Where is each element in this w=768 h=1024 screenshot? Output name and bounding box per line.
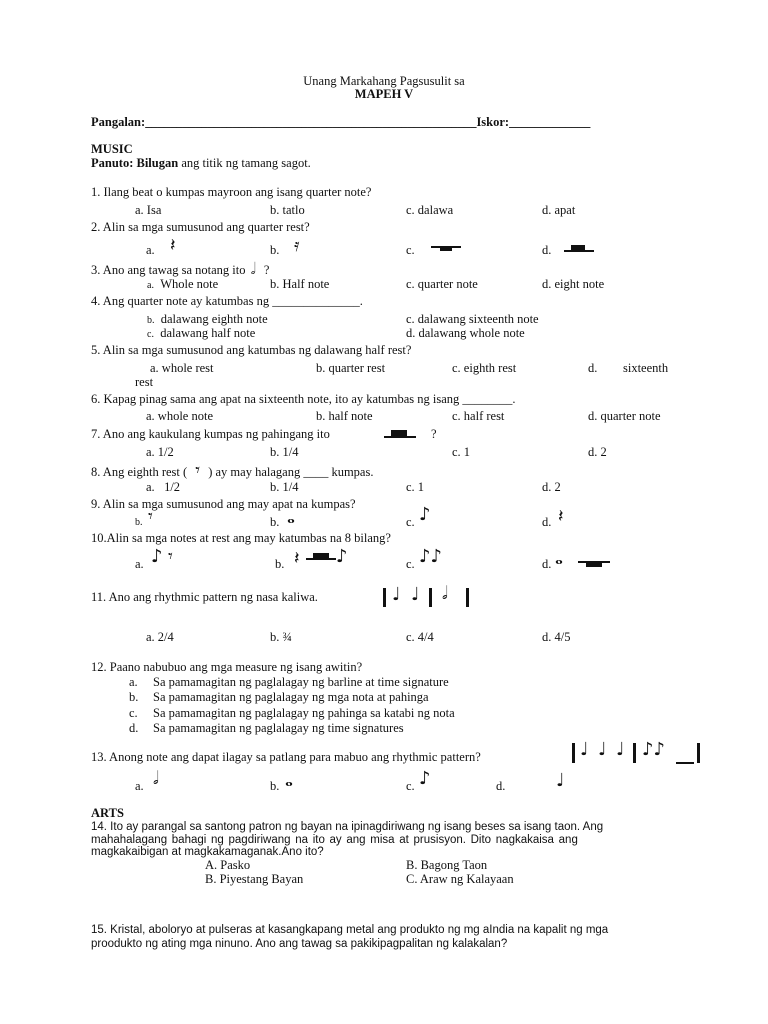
q9-option-a: b. [135,517,143,528]
quarter-note-icon: ♩ [616,739,625,760]
q8-stem [91,461,373,482]
q3-option-a-text: Whole note [160,277,219,291]
q8-option-b: b. 1/4 [270,480,299,494]
quarter-note-icon: ♩ [580,739,589,760]
q6-option-c: c. half rest [452,409,505,423]
q8-stem-post: ) ay may halagang ____ kumpas. [208,465,374,479]
q14-line2: mahahalagang bahagi ng pagdiriwang na ito ay ang misa at prusisyon. Dito nagkakaisa ang [91,834,578,846]
q3-option-d: d. eight note [542,277,605,291]
quarter-rest-icon: 𝄽 [170,235,176,256]
half-note-icon: 𝅗𝅥 [250,259,256,278]
barline [633,743,636,763]
whole-note-icon: 𝅝 [555,545,563,569]
q4-option-b-text: dalawang half note [160,326,256,340]
q12-stem: 12. Paano nabubuo ang mga measure ng isang awitin? [91,660,363,674]
q4-option-a-letter: b. [147,315,155,326]
q9-option-c: c. [406,515,415,529]
q3-stem-post: ? [263,263,270,277]
q12-option-text: Sa pamamagitan ng paglalagay ng pahinga sa katabi ng nota [153,706,455,720]
q11-stem: 11. Ano ang rhythmic pattern ng nasa kaliwa. [91,590,318,604]
q11-option-b: b. ¾ [270,630,292,644]
q6-option-a: a. whole note [146,409,213,423]
q1-option-a: a. Isa [135,203,162,217]
eighth-note-icon: ♪♪ [642,739,665,760]
q7-option-b: b. 1/4 [270,445,299,459]
q8-option-a-text: 1/2 [164,480,181,494]
music-heading: MUSIC [91,142,133,156]
q10-option-b: b. [275,557,285,571]
q12-option-letter: c. [129,706,138,720]
barline [697,743,700,763]
eighth-note-icon: ♪ [336,546,348,567]
q5-option-b: b. quarter rest [316,361,386,375]
q6-option-d: d. quarter note [588,409,661,423]
q3-stem [91,260,269,278]
quarter-note-icon: ♩ [598,739,607,760]
q8-option-d: d. 2 [542,480,561,494]
name-label: Pangalan: [91,115,146,129]
q6-option-b: b. half note [316,409,373,423]
quarter-note-icon: ♩ [392,584,401,605]
eighth-rest-icon: 𝄾 [168,546,173,567]
half-note-icon: 𝅗𝅥 [442,583,448,604]
q13-option-d: d. [496,779,506,793]
q6-stem: 6. Kapag pinag sama ang apat na sixteenth note, ito ay katumbas ng isang ________. [91,392,516,406]
q3-option-b: b. Half note [270,277,330,291]
q2-option-c: c. [406,243,415,257]
q1-stem: 1. Ilang beat o kumpas mayroon ang isang quarter note? [91,185,372,199]
quarter-note-icon: ♩ [411,584,420,605]
quarter-rest-icon: 𝄽 [294,548,300,569]
whole-note-icon: 𝅝 [287,504,295,528]
q12-option-text: Sa pamamagitan ng paglalagay ng barline at time signature [153,675,449,689]
q12-option-text: Sa pamamagitan ng paglalagay ng mga nota at pahinga [153,690,429,704]
q7-option-d: d. 2 [588,445,607,459]
q2-option-b: b. [270,243,280,257]
q3-option-a [147,277,218,292]
barline [572,743,575,763]
name-blank: _____________________________________________________ [145,115,477,129]
q8-option-c: c. 1 [406,480,425,494]
eighth-note-icon: ♪ [419,504,431,525]
q11-option-a: a. 2/4 [146,630,174,644]
q9-stem: 9. Alin sa mga sumusunod ang may apat na kumpas? [91,497,356,511]
whole-note-icon: 𝅝 [285,767,293,791]
instructions [91,156,311,170]
q1-option-d: d. apat [542,203,576,217]
q7-option-a: a. 1/2 [146,445,174,459]
answer-blank [676,762,694,764]
q3-option-a-letter: a. [147,280,154,291]
score-blank: _____________ [509,115,591,129]
eighth-rest-icon: 𝄾 [195,460,201,481]
q7-stem-pre: 7. Ano ang kaukulang kumpas ng pahingang ito [91,427,330,441]
quarter-note-icon: ♩ [556,770,565,791]
q11-option-d: d. 4/5 [542,630,571,644]
arts-heading: ARTS [91,806,124,820]
half-note-icon: 𝅗𝅥 [153,768,159,789]
q12-option-letter: a. [129,675,138,689]
q5-option-d-wrap: rest [135,375,154,389]
q4-option-b-letter: c. [147,329,154,340]
q14-option-d: C. Araw ng Kalayaan [406,872,514,886]
q14-option-b: B. Bagong Taon [406,858,488,872]
q2-stem: 2. Alin sa mga sumusunod ang quarter rest? [91,220,310,234]
eighth-note-icon: ♪ [151,546,163,567]
eighth-note-icon: ♪ [419,768,431,789]
q13-option-b: b. [270,779,280,793]
q7-stem-post: ? [431,427,437,441]
q8-option-a [146,480,180,494]
q13-option-a: a. [135,779,144,793]
q12-option-letter: d. [129,721,139,735]
barline [383,588,386,607]
exam-title: Unang Markahang Pagsusulit sa [303,74,465,88]
q3-option-c: c. quarter note [406,277,478,291]
q10-option-a: a. [135,557,144,571]
q4-option-a-text: dalawang eighth note [160,312,268,326]
instructions-text: ang titik ng tamang sagot. [178,156,311,170]
q10-option-c: c. [406,557,415,571]
q15-line1: 15. Kristal, aboloryo at pulseras at kasangkapang metal ang produkto ng mg aIndia na kapalit ng mga [91,924,609,936]
q12-option-text: Sa pamamagitan ng paglalagay ng time signatures [153,721,404,735]
q14-line3: magkakaibigan at magkakamaganak.Ano ito? [91,846,324,858]
q10-option-d: d. [542,557,552,571]
eighth-rest-icon: 𝄾 [148,506,153,527]
q4-option-b [147,326,255,341]
q14-option-c: B. Piyestang Bayan [205,872,304,886]
q2-option-a: a. [146,243,155,257]
q8-stem-pre: 8. Ang eighth rest ( [91,465,188,479]
subject-title: MAPEH V [354,87,414,101]
q1-option-b: b. tatlo [270,203,305,217]
q5-option-a: a. whole rest [150,361,214,375]
q12-option-letter: b. [129,690,139,704]
q9-option-d: d. [542,515,552,529]
q9-option-b: b. [270,515,280,529]
name-line [91,115,590,129]
q3-stem-pre: 3. Ano ang tawag sa notang ito [91,263,246,277]
q4-option-c: c. dalawang sixteenth note [406,312,539,326]
q5-option-c: c. eighth rest [452,361,517,375]
quarter-rest-icon: 𝄽 [558,506,564,527]
eighth-note-icon: ♪♪ [419,546,442,567]
q8-option-a-letter: a. [146,480,155,494]
q11-option-c: c. 4/4 [406,630,434,644]
q13-stem: 13. Anong note ang dapat ilagay sa patlang para mabuo ang rhythmic pattern? [91,750,481,764]
q4-stem: 4. Ang quarter note ay katumbas ng ______________. [91,294,363,308]
q1-option-c: c. dalawa [406,203,454,217]
q10-stem: 10.Alin sa mga notes at rest ang may katumbas na 8 bilang? [91,531,391,545]
q2-option-d: d. [542,243,552,257]
q4-option-a [147,312,268,327]
q13-option-c: c. [406,779,415,793]
q5-option-d: sixteenth [623,361,669,375]
q15-line2: proodukto ng ating mga ninuno. Ano ang tawag sa pakikipagpalitan ng kalakalan? [91,938,508,950]
sixteenth-rest-icon: 𝄿 [294,235,300,256]
barline [466,588,469,607]
q5-stem: 5. Alin sa mga sumusunod ang katumbas ng dalawang half rest? [91,343,412,357]
q14-line1: 14. Ito ay parangal sa santong patron ng bayan na ipinagdiriwang ng isang beses sa isang taon. Ang [91,821,604,833]
q7-option-c: c. 1 [452,445,471,459]
instructions-bold: Panuto: Bilugan [91,156,179,170]
barline [429,588,432,607]
q14-option-a: A. Pasko [205,858,251,872]
q5-option-d-letter: d. [588,361,598,375]
q4-option-d: d. dalawang whole note [406,326,525,340]
score-label: Iskor: [476,115,510,129]
